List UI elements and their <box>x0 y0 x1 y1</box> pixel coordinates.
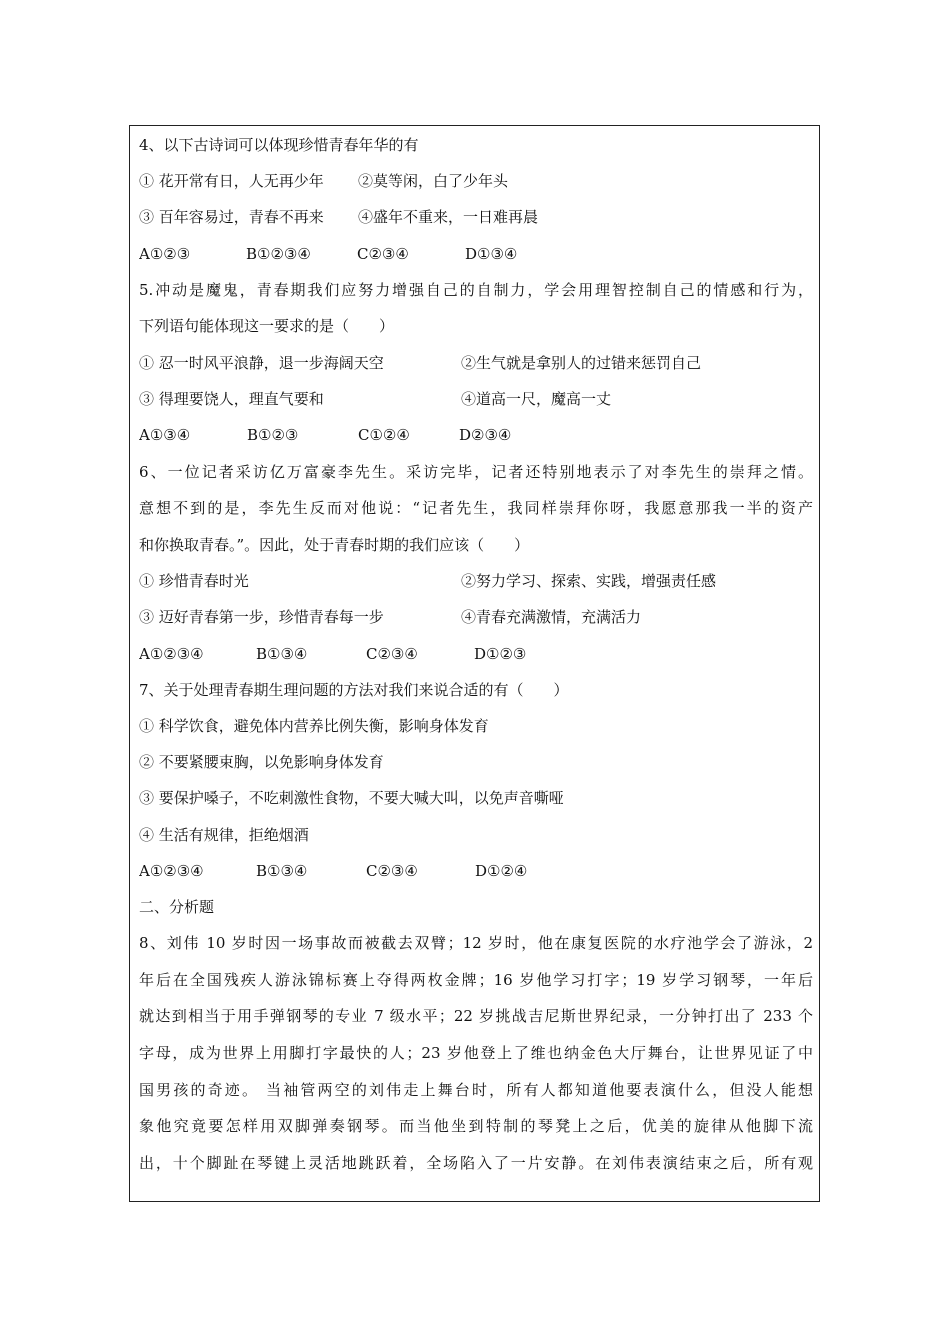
question-6-stem-1: 6、一位记者采访亿万富豪李先生。采访完毕，记者还特别地表示了对李先生的崇拜之情。 <box>139 462 813 481</box>
question-5-answer-options <box>139 417 813 453</box>
option-a: A①③④ <box>139 426 191 445</box>
option-c: C①②④ <box>358 426 410 445</box>
question-6-answer-options <box>139 636 813 672</box>
choice-4: ④青春充满激情，充满活力 <box>461 608 642 627</box>
option-c: C②③④ <box>366 861 418 880</box>
option-c: C②③④ <box>357 244 409 263</box>
choice-4: ④道高一尺，魔高一丈 <box>461 390 612 409</box>
question-8-line: 8、刘伟 10 岁时因一场事故而被截去双臂；12 岁时，他在康复医院的水疗池学会了游泳，2 <box>139 934 813 953</box>
question-7-item-4: ④ 生活有规律，拒绝烟酒 <box>139 825 309 844</box>
option-d: D①③④ <box>465 244 518 263</box>
choice-1: ① 花开常有日，人无再少年 <box>139 172 324 191</box>
document-frame <box>129 125 820 1202</box>
question-8-line: 象他究竟要怎样用双脚弹奏钢琴。而当他坐到特制的琴凳上之后，优美的旋律从他脚下流 <box>139 1117 813 1136</box>
option-d: D②③④ <box>459 426 512 445</box>
option-b: B①②③ <box>247 426 299 445</box>
document-content <box>139 126 813 1181</box>
question-8-line: 就达到相当于用手弹钢琴的专业 7 级水平；22 岁挑战吉尼斯世界纪录，一分钟打出了 233 个 <box>139 1007 813 1026</box>
choice-2: ②生气就是拿别人的过错来惩罚自己 <box>461 353 702 372</box>
question-6-choices-row-1 <box>139 563 813 599</box>
question-7-item-2: ② 不要紧腰束胸，以免影响身体发育 <box>139 753 384 772</box>
question-6-choices-row-2 <box>139 599 813 635</box>
question-5-choices-row-1 <box>139 345 813 381</box>
question-5-stem-1: 5.冲动是魔鬼，青春期我们应努力增强自己的自制力，学会用理智控制自己的情感和行为， <box>139 280 813 299</box>
choice-2: ②莫等闲，白了少年头 <box>358 172 509 191</box>
question-4-stem: 4、以下古诗词可以体现珍惜青春年华的有 <box>139 136 419 154</box>
choice-3: ③ 百年容易过，青春不再来 <box>139 208 324 227</box>
option-b: B①③④ <box>256 644 308 663</box>
choice-1: ① 珍惜青春时光 <box>139 572 249 591</box>
option-b: B①③④ <box>256 861 308 880</box>
question-8-line: 国男孩的奇迹。 当袖管两空的刘伟走上舞台时，所有人都知道他要表演什么，但没人能想 <box>139 1080 813 1099</box>
option-a: A①②③④ <box>139 644 204 663</box>
choice-3: ③ 得理要饶人，理直气要和 <box>139 390 324 409</box>
question-8-line: 年后在全国残疾人游泳锦标赛上夺得两枚金牌；16 岁他学习打字；19 岁学习钢琴，一年后 <box>139 970 813 989</box>
question-7-stem: 7、关于处理青春期生理问题的方法对我们来说合适的有（ ） <box>139 680 569 699</box>
question-4-choices-row-1 <box>139 163 813 199</box>
question-8-line: 字母，成为世界上用脚打字最快的人；23 岁他登上了维也纳金色大厅舞台，让世界见证了中 <box>139 1043 813 1062</box>
question-6-stem-3: 和你换取青春。”。因此，处于青春时期的我们应该（ ） <box>139 535 530 554</box>
option-d: D①②③ <box>474 644 527 663</box>
choice-4: ④盛年不重来，一日难再晨 <box>358 208 539 227</box>
option-d: D①②④ <box>475 861 528 880</box>
question-4-answer-options <box>139 236 813 272</box>
option-c: C②③④ <box>366 644 418 663</box>
choice-3: ③ 迈好青春第一步，珍惜青春每一步 <box>139 608 384 627</box>
question-6-stem-2: 意想不到的是，李先生反而对他说：“记者先生，我同样崇拜你呀，我愿意那我一半的资产 <box>139 499 813 518</box>
question-5-stem-2: 下列语句能体现这一要求的是（ ） <box>139 317 395 336</box>
question-5-choices-row-2 <box>139 381 813 417</box>
choice-1: ① 忍一时风平浪静，退一步海阔天空 <box>139 353 384 372</box>
question-8-line: 出，十个脚趾在琴键上灵活地跳跃着，全场陷入了一片安静。在刘伟表演结束之后，所有观 <box>139 1153 813 1172</box>
section-heading: 二、分析题 <box>139 897 215 916</box>
option-b: B①②③④ <box>246 244 311 263</box>
option-a: A①②③④ <box>139 861 204 880</box>
option-a: A①②③ <box>139 244 191 263</box>
question-7-item-3: ③ 要保护嗓子，不吃刺激性食物，不要大喊大叫，以免声音嘶哑 <box>139 789 564 808</box>
question-7-item-1: ① 科学饮食，避免体内营养比例失衡，影响身体发育 <box>139 717 489 736</box>
question-7-answer-options <box>139 853 813 889</box>
question-4-choices-row-2 <box>139 199 813 235</box>
choice-2: ②努力学习、探索、实践，增强责任感 <box>461 572 717 591</box>
